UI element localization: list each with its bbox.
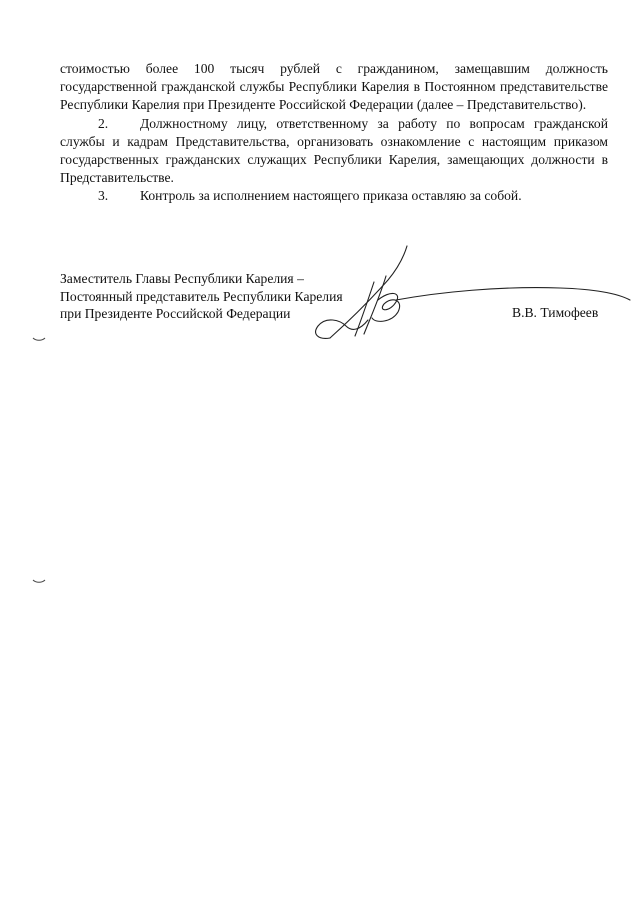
list-item-3-text: Контроль за исполнением настоящего приказа оставляю за собой. <box>140 188 522 204</box>
signatory-title-line-3: при Президенте Российской Федерации <box>60 306 291 321</box>
list-item-3 <box>60 187 608 205</box>
paragraph-continuation: стоимостью более 100 тысяч рублей с гражданином, замещавшим должность государственной гражданской службы Республики Карелия в Постоянном представительстве Республики Карелия при Президенте Российской Федерации (далее – Представительство). <box>60 61 608 113</box>
list-item-2 <box>60 115 608 188</box>
signatory-title-line-1: Заместитель Главы Республики Карелия – <box>60 271 304 286</box>
list-item-3-number: 3. <box>98 188 109 204</box>
signatory-title-line-2: Постоянный представитель Республики Карелия <box>60 288 343 304</box>
signatory-name: В.В. Тимофеев <box>512 305 599 320</box>
margin-mark <box>32 336 46 342</box>
margin-mark <box>32 578 46 584</box>
list-item-2-number: 2. <box>98 115 109 131</box>
list-item-2-text: Должностному лицу, ответственному за работу по вопросам гражданской службы и кадрам Представительства, организовать ознакомление с настоящим приказом государственных гражданских служащих Республики Карелия, замещающих должности в Представительстве. <box>60 115 608 186</box>
signatory-title <box>60 270 343 323</box>
document-body <box>60 60 608 206</box>
